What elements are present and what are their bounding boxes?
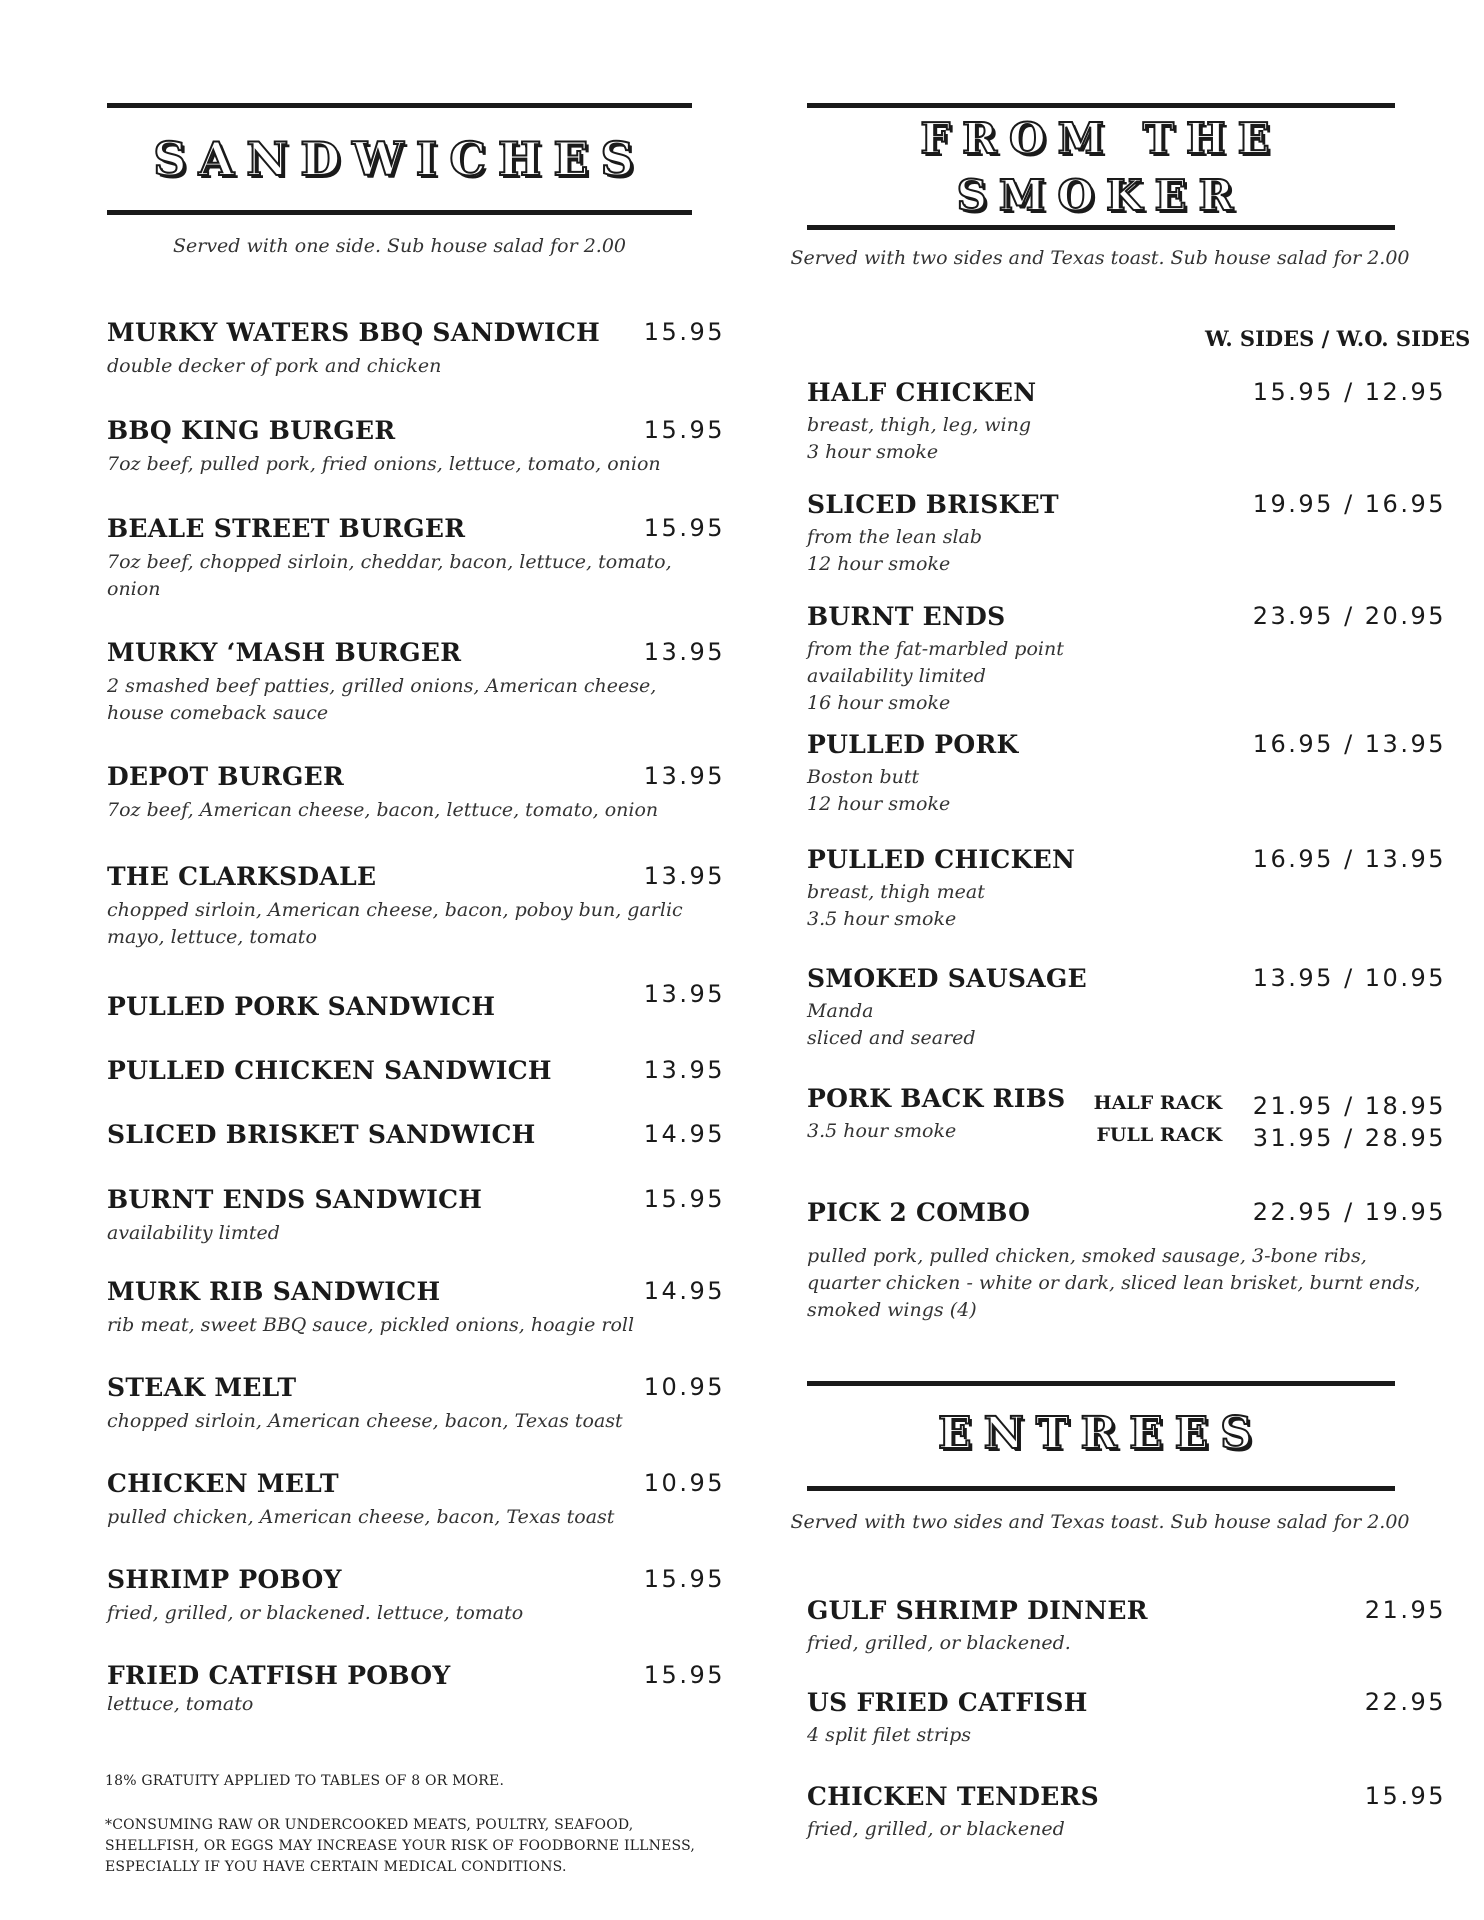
menu-item-price: 13.95 / 10.95	[1252, 964, 1446, 992]
menu-item-price: 22.95	[1364, 1688, 1446, 1716]
consumer-advisory-note: *CONSUMING RAW OR UNDERCOOKED MEATS, POULTRY, SEAFOOD, SHELLFISH, OR EGGS MAY INCREASE YOUR RISK OF FOODBORNE ILLNESS, ESPECIALLY IF YOU HAVE CERTAIN MEDICAL CONDITIONS.	[105, 1817, 696, 1875]
menu-item-name: SLICED BRISKET	[807, 490, 1059, 519]
menu-item-price: 15.95	[643, 1185, 725, 1213]
entrees-bottom-rule	[807, 1486, 1395, 1491]
menu-item-desc: 4 split filet strips	[807, 1724, 971, 1746]
menu-item-desc: 7oz beef, American cheese, bacon, lettuce, tomato, onion	[107, 799, 659, 821]
menu-item-name: CHICKEN TENDERS	[807, 1782, 1100, 1811]
entrees-top-rule	[807, 1381, 1395, 1386]
menu-item-desc: chopped sirloin, American cheese, bacon, poboy bun, garlic mayo, lettuce, tomato	[107, 899, 683, 948]
menu-item-desc: 2 smashed beef patties, grilled onions, American cheese, house comeback sauce	[107, 675, 657, 724]
menu-item-price: 15.95	[643, 1661, 725, 1689]
menu-item-desc: breast, thigh meat 3.5 hour smoke	[807, 881, 985, 930]
menu-item-name: SMOKED SAUSAGE	[807, 964, 1087, 993]
sandwiches-top-rule	[107, 103, 692, 108]
menu-item-desc: availability limted	[107, 1222, 280, 1244]
menu-item-price: 14.95	[643, 1277, 725, 1305]
menu-item-name: PICK 2 COMBO	[807, 1198, 1031, 1227]
menu-item-price: 16.95 / 13.95	[1252, 845, 1446, 873]
menu-item-name: GULF SHRIMP DINNER	[807, 1596, 1148, 1625]
menu-item-price: 13.95	[643, 980, 725, 1008]
menu-item-name: PULLED CHICKEN SANDWICH	[107, 1056, 552, 1085]
menu-item-name: MURK RIB SANDWICH	[107, 1277, 441, 1306]
full-rack-label: FULL RACK	[1096, 1124, 1222, 1146]
menu-item-name: MURKY WATERS BBQ SANDWICH	[107, 318, 601, 347]
menu-item-price: 16.95 / 13.95	[1252, 730, 1446, 758]
menu-item-price: 23.95 / 20.95	[1252, 602, 1446, 630]
menu-item-name: CHICKEN MELT	[107, 1469, 339, 1498]
full-rack-price: 31.95 / 28.95	[1252, 1124, 1446, 1152]
menu-item-price: 15.95	[643, 318, 725, 346]
menu-item-desc: double decker of pork and chicken	[107, 355, 442, 377]
menu-item-desc: pulled pork, pulled chicken, smoked sausage, 3-bone ribs, quarter chicken - white or dark, sliced lean brisket, burnt ends, smoked wings (4)	[807, 1245, 1421, 1321]
smoker-title-line1: FROM THE	[920, 114, 1282, 163]
menu-item-desc: fried, grilled, or blackened	[807, 1818, 1065, 1840]
menu-item-price: 13.95	[643, 762, 725, 790]
menu-item-price: 15.95	[643, 514, 725, 542]
menu-item-name: SHRIMP POBOY	[107, 1565, 342, 1594]
menu-item-name: BBQ KING BURGER	[107, 416, 396, 445]
menu-item-price: 14.95	[643, 1120, 725, 1148]
menu-item-desc: from the fat-marbled point availability limited 16 hour smoke	[807, 638, 1064, 714]
smoker-subtitle: Served with two sides and Texas toast. Sub house salad for 2.00	[790, 247, 1410, 269]
menu-item-price: 15.95	[643, 416, 725, 444]
entrees-subtitle: Served with two sides and Texas toast. Sub house salad for 2.00	[790, 1511, 1410, 1533]
menu-item-price: 21.95	[1364, 1596, 1446, 1624]
menu-item-name: PULLED PORK	[807, 730, 1019, 759]
gratuity-note: 18% GRATUITY APPLIED TO TABLES OF 8 OR MORE.	[105, 1773, 505, 1789]
smoker-bottom-rule	[807, 225, 1395, 230]
sandwiches-subtitle: Served with one side. Sub house salad for 2.00	[172, 235, 627, 257]
menu-item-price: 22.95 / 19.95	[1252, 1198, 1446, 1226]
menu-item-price: 13.95	[643, 1056, 725, 1084]
entrees-title: ENTREES	[938, 1408, 1264, 1459]
menu-item-desc: 7oz beef, chopped sirloin, cheddar, bacon, lettuce, tomato, onion	[107, 551, 672, 600]
menu-item-name: BURNT ENDS SANDWICH	[107, 1185, 483, 1214]
menu-item-name: MURKY ‘MASH BURGER	[107, 638, 462, 667]
menu-item-desc: rib meat, sweet BBQ sauce, pickled onions, hoagie roll	[107, 1314, 635, 1336]
menu-item-desc: pulled chicken, American cheese, bacon, Texas toast	[107, 1506, 615, 1528]
menu-item-name: BURNT ENDS	[807, 602, 1006, 631]
menu-item-desc: chopped sirloin, American cheese, bacon, Texas toast	[107, 1410, 623, 1432]
menu-item-desc: Manda sliced and seared	[807, 1000, 976, 1049]
smoker-top-rule	[807, 103, 1395, 108]
menu-item-price: 13.95	[643, 638, 725, 666]
menu-item-price: 15.95 / 12.95	[1252, 378, 1446, 406]
menu-item-price: 19.95 / 16.95	[1252, 490, 1446, 518]
menu-item-desc: breast, thigh, leg, wing 3 hour smoke	[807, 414, 1032, 463]
half-rack-label: HALF RACK	[1093, 1092, 1222, 1114]
sandwiches-bottom-rule	[107, 210, 692, 215]
menu-item-name: THE CLARKSDALE	[107, 862, 377, 891]
menu-item-desc: fried, grilled, or blackened.	[807, 1632, 1071, 1654]
menu-item-name: HALF CHICKEN	[807, 378, 1037, 407]
menu-item-price: 10.95	[643, 1373, 725, 1401]
menu-item-name: SLICED BRISKET SANDWICH	[107, 1120, 536, 1149]
menu-item-desc: lettuce, tomato	[107, 1693, 254, 1715]
menu-item-name: BEALE STREET BURGER	[107, 514, 466, 543]
sides-column-header: W. SIDES / W.O. SIDES	[1205, 326, 1471, 351]
menu-item-desc: fried, grilled, or blackened. lettuce, tomato	[107, 1602, 524, 1624]
menu-item-name: DEPOT BURGER	[107, 762, 345, 791]
menu-item-name: PULLED CHICKEN	[807, 845, 1076, 874]
menu-item-price: 15.95	[1364, 1782, 1446, 1810]
menu-item-name: US FRIED CATFISH	[807, 1688, 1088, 1717]
menu-item-desc: 7oz beef, pulled pork, fried onions, lettuce, tomato, onion	[107, 453, 661, 475]
menu-item-desc: Boston butt 12 hour smoke	[807, 766, 951, 815]
menu-item-desc: 3.5 hour smoke	[807, 1120, 957, 1142]
menu-item-name: STEAK MELT	[107, 1373, 297, 1402]
menu-item-price: 13.95	[643, 862, 725, 890]
menu-item-name: PULLED PORK SANDWICH	[107, 992, 496, 1021]
menu-item-name: FRIED CATFISH POBOY	[107, 1661, 451, 1690]
menu-item-name: PORK BACK RIBS	[807, 1084, 1066, 1113]
half-rack-price: 21.95 / 18.95	[1252, 1092, 1446, 1120]
menu-item-price: 15.95	[643, 1565, 725, 1593]
sandwiches-title: SANDWICHES	[153, 132, 646, 186]
menu-item-price: 10.95	[643, 1469, 725, 1497]
menu-item-desc: from the lean slab 12 hour smoke	[807, 526, 983, 575]
smoker-title-line2: SMOKER	[956, 171, 1246, 220]
